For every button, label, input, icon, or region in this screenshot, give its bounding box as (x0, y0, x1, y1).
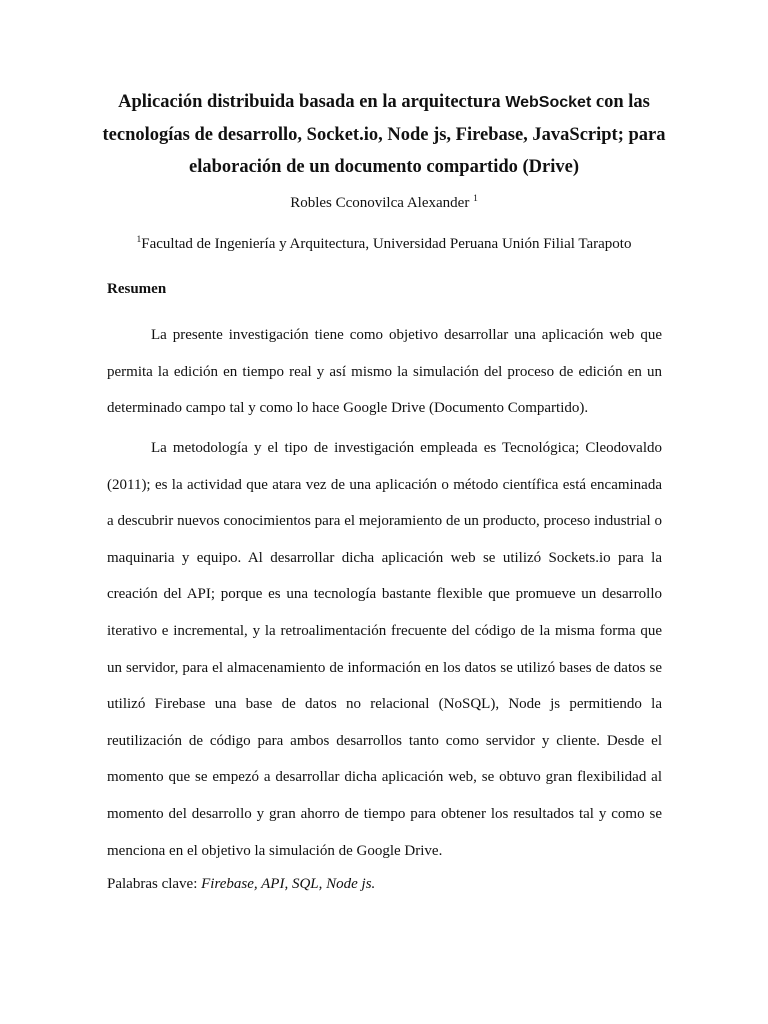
abstract-heading: Resumen (107, 281, 167, 297)
keywords-label: Palabras clave: (107, 876, 202, 892)
author-superscript: 1 (473, 194, 478, 204)
title-websocket-term: WebSocket (505, 94, 592, 111)
paper-title (100, 86, 668, 183)
abstract-paragraph-1: La presente investigación tiene como objetivo desarrollar una aplicación web que permita la edición en tiempo real y así mismo la simulación del proceso de edición en un determinado campo tal y como lo hace Google Drive (Documento Compartido). (107, 327, 662, 417)
title-part-2: con las tecnologías de desarrollo, Socket.io, Node js, Firebase, JavaScript; para elaboración de un documento compartido (Drive) (102, 92, 666, 177)
abstract-paragraph-2: La metodología y el tipo de investigación empleada es Tecnológica; Cleodovaldo (2011); es la actividad que atara vez de una aplicación o método científica está encaminada a descubrir nuevos conocimientos para el mejoramiento de un producto, proceso industrial o maquinaria y equipo. Al desarrollar dicha aplicación web se utilizó Sockets.io para la creación del API; porque es una tecnología bastante flexible que promueve un desarrollo iterativo e incremental, y la retroalimentación frecuente del código de la misma forma que un servidor, para el almacenamiento de información en los datos se utilizó bases de datos se utilizó Firebase una base de datos no relacional (NoSQL), Node js permitiendo la reutilización de código para ambos desarrollos tanto como servidor y cliente. Desde el momento que se empezó a desarrollar dicha aplicación web, se obtuvo gran flexibilidad al momento del desarrollo y gran ahorro de tiempo para obtener los resultados tal y como se menciona en el objetivo la simulación de Google Drive. (107, 440, 662, 859)
author-name: Robles Cconovilca Alexander (290, 195, 470, 211)
affiliation-line (100, 234, 668, 254)
author-line (100, 193, 668, 213)
affiliation-superscript: 1 (136, 235, 142, 245)
keywords-terms: Firebase, API, SQL, Node js. (201, 876, 376, 892)
title-part-1: Aplicación distribuida basada en la arquitectura (118, 92, 506, 112)
affiliation-text: Facultad de Ingeniería y Arquitectura, Universidad Peruana Unión Filial Tarapoto (141, 236, 632, 252)
keywords-line (107, 874, 375, 894)
